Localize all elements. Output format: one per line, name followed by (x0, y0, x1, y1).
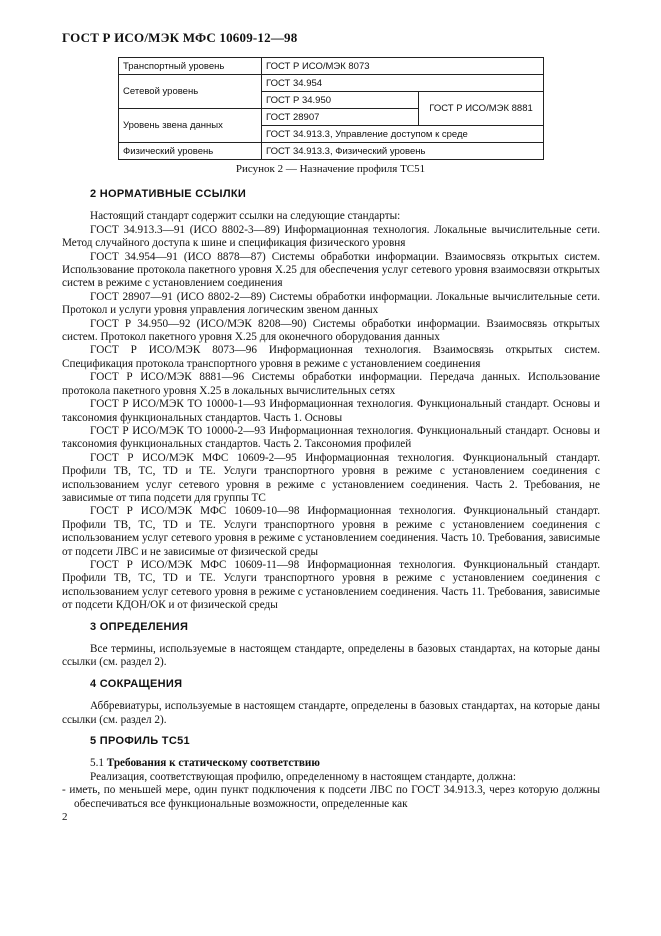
list-item: - иметь, по меньшей мере, один пункт подключения к подсети ЛВС по ГОСТ 34.913.3, через которую должны обеспечиваться все функциональные возможности, определенные как (62, 784, 600, 810)
document-body (62, 188, 600, 811)
reference-item: ГОСТ Р ИСО/МЭК МФС 10609-10—98 Информационная технология. Функциональный стандарт. Профили TB, TC, TD и TE. Услуги транспортного уровня в режиме с установлением соединения с использованием услуг сетевого уровня в режиме с установлением соединения. Часть 10. Требования, зависимые от подсети ЛВС и не зависимые от физической среды (62, 505, 600, 558)
level-cell: Транспортный уровень (119, 58, 262, 75)
profile-table (118, 57, 544, 160)
section-heading: 2 НОРМАТИВНЫЕ ССЫЛКИ (90, 188, 247, 200)
paragraph: Все термины, используемые в настоящем стандарте, определены в базовых стандартах, на которые даны ссылки (см. раздел 2). (62, 643, 600, 669)
section-heading: 5 ПРОФИЛЬ TC51 (90, 735, 190, 748)
table-row (119, 58, 544, 75)
figure-caption: Рисунок 2 — Назначение профиля TC51 (235, 163, 426, 175)
standard-cell: ГОСТ Р ИСО/МЭК 8881 (419, 92, 544, 126)
page-number: 2 (62, 811, 68, 823)
reference-item: ГОСТ Р ИСО/МЭК 8073—96 Информационная технология. Взаимосвязь открытых систем. Спецификация протокола транспортного уровня в режиме с установлением соединения (62, 344, 600, 370)
level-cell: Физический уровень (119, 143, 262, 160)
standard-cell: ГОСТ Р 34.950 (262, 92, 419, 109)
standard-cell: ГОСТ 34.913.3, Физический уровень (262, 143, 544, 160)
reference-item: ГОСТ Р ИСО/МЭК ТО 10000-2—93 Информационная технология. Функциональный стандарт. Основы и таксономия функциональных стандартов. Часть 2. Таксономия профилей (62, 424, 600, 451)
standard-cell: ГОСТ Р ИСО/МЭК 8073 (262, 58, 544, 75)
reference-item: ГОСТ Р ИСО/МЭК 8881—96 Системы обработки информации. Передача данных. Использование протокола пакетного уровня X.25 в локальных вычислительных сетях (62, 371, 600, 397)
reference-item: ГОСТ 34.913.3—91 (ИСО 8802-3—89) Информационная технология. Локальные вычислительные сети. Метод случайного доступа к шине и спецификация физического уровня (62, 223, 600, 250)
paragraph: Реализация, соответствующая профилю, определенному в настоящем стандарте, должна: (90, 770, 516, 783)
reference-item: ГОСТ Р ИСО/МЭК МФС 10609-11—98 Информационная технология. Функциональный стандарт. Профили TB, TC, TD и TE. Услуги транспортного уровня в режиме с установлением соединения с использованием услуг сетевого уровня в режиме с установлением соединения. Часть 11. Требования, зависимые от подсети КДОН/ОК и от физической среды (62, 558, 600, 612)
section-heading: 3 ОПРЕДЕЛЕНИЯ (90, 620, 189, 633)
document-header: ГОСТ Р ИСО/МЭК МФС 10609-12—98 (62, 30, 298, 45)
subsection-heading (90, 757, 600, 770)
standard-cell: ГОСТ 34.954 (262, 75, 544, 92)
level-cell: Сетевой уровень (119, 75, 262, 109)
level-cell: Уровень звена данных (119, 109, 262, 143)
reference-item: ГОСТ 34.954—91 (ИСО 8878—87) Системы обработки информации. Взаимосвязь открытых систем. Использование протокола пакетного уровня X.25 для обеспечения услуг сетевого уровня взаимосвязи открытых систем в режиме с установлением соединения (62, 250, 600, 290)
reference-item: ГОСТ Р ИСО/МЭК ТО 10000-1—93 Информационная технология. Функциональный стандарт. Основы и таксономия функциональных стандартов. Часть 1. Основы (62, 398, 600, 424)
requirements-list (62, 784, 600, 811)
section-heading: 4 СОКРАЩЕНИЯ (90, 677, 183, 690)
reference-item: ГОСТ Р ИСО/МЭК МФС 10609-2—95 Информационная технология. Функциональный стандарт. Профили TB, TC, TD и TE. Услуги транспортного уровня в режиме с установлением соединения с использованием услуг сетевого уровня в режиме с установлением соединения. Часть 2. Требования, не зависимые от типа подсети для группы TC (62, 451, 600, 504)
standard-cell: ГОСТ 28907 (262, 109, 419, 126)
reference-item: ГОСТ 28907—91 (ИСО 8802-2—89) Системы обработки информации. Локальные вычислительные сети. Протокол и услуги уровня управления логическим звеном данных (62, 290, 600, 317)
paragraph: Настоящий стандарт содержит ссылки на следующие стандарты: (90, 210, 401, 223)
subsection-number: 5.1 (90, 757, 104, 770)
table-row (119, 75, 544, 92)
table-row (119, 143, 544, 160)
paragraph: Аббревиатуры, используемые в настоящем стандарте, определены в базовых стандартах, на которые даны ссылки (см. раздел 2). (62, 700, 600, 726)
standard-cell: ГОСТ 34.913.3, Управление доступом к среде (262, 126, 544, 143)
subsection-title: Требования к статическому соответствию (106, 757, 320, 770)
reference-item: ГОСТ Р 34.950—92 (ИСО/МЭК 8208—90) Системы обработки информации. Взаимосвязь открытых систем. Протокол пакетного уровня X.25 для оконечного оборудования данных (62, 317, 600, 344)
